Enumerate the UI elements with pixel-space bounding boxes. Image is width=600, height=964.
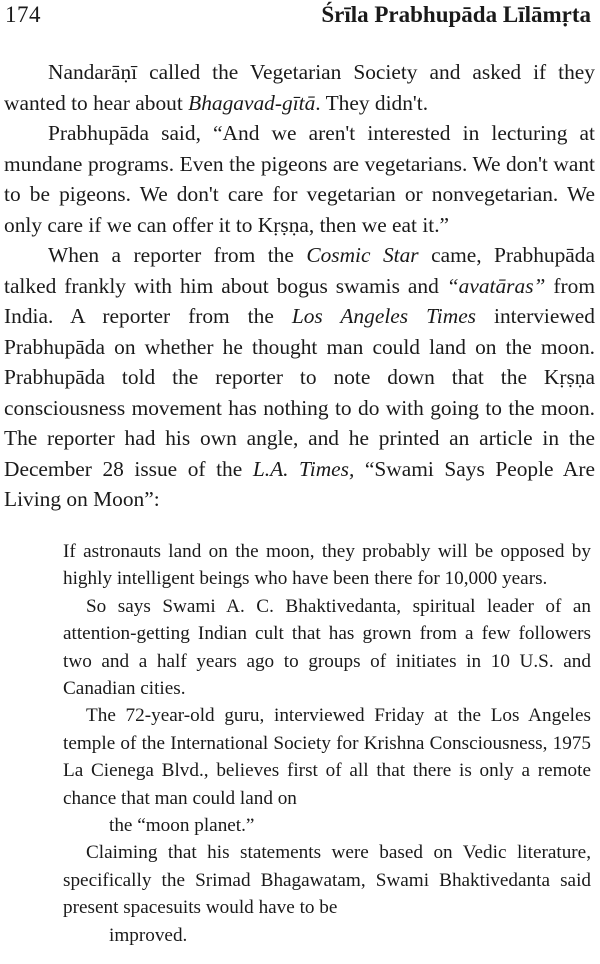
text-run: interviewed Prabhupāda on whether he thought man could land on the moon. Prabhupāda told the reporter to note down that the Kṛṣṇa consciousness movement has nothing to do with going to the moon. The reporter had his own angle, and he printed an article in the December 28 issue of the (4, 304, 595, 481)
page-number: 174 (5, 2, 41, 27)
term-italic: “avatāras” (446, 273, 546, 298)
title-italic: Bhagavad-gītā (188, 90, 316, 115)
quote-first-line: If astronauts land on the moon, they probably will be (63, 541, 494, 562)
quote-first-line: The 72-year-old guru, interviewed Friday at the Los (86, 705, 520, 727)
running-head: Śrīla Prabhupāda Līlāmṛta (321, 2, 591, 27)
paragraph (4, 118, 595, 240)
block-quote (63, 538, 591, 949)
text-run: . They didn't. (315, 90, 429, 115)
title-italic: Los Angeles Times (291, 304, 477, 328)
quote-hanging-line: the “moon planet.” (109, 815, 255, 837)
title-italic: Cosmic Star (306, 243, 419, 267)
quote-text: literature, specifically the Srimad Bhagawatam, Swami Bhaktivedanta said present spacesuits would have to be (63, 842, 591, 919)
quote-paragraph (63, 538, 591, 593)
quote-paragraph (63, 702, 591, 839)
title-italic: L.A. Times, (252, 456, 355, 481)
quote-first-line: Claiming that his statements were based on Vedic (86, 842, 507, 864)
paragraph (4, 240, 595, 515)
paragraph (4, 57, 595, 118)
body-text (4, 57, 595, 515)
text-run: “Swami Says People Are Living on Moon”: (4, 456, 596, 511)
page-header (0, 0, 600, 40)
quote-first-line: So says Swami A. C. Bhaktivedanta, spiritual leader (86, 595, 534, 617)
text-run: Prabhupāda said, “And we aren't interested in lecturing at mundane programs. Even the pigeons are vegetarians. We don't want to be pigeons. We don't care for vegetarian or nonvegetarian. We only care if we can offer it to Kṛṣṇa, then we eat it.” (4, 121, 595, 237)
quote-hanging-line: improved. (109, 924, 188, 946)
quote-paragraph (63, 593, 591, 703)
quote-text: opposed by highly intelligent beings who have been there for 10,000 years. (63, 541, 591, 590)
text-run: Nandarāṇī called the Vegetarian Society and asked if they wanted to hear about (4, 60, 595, 115)
quote-paragraph (63, 839, 591, 949)
text-run: When a reporter from the (48, 243, 307, 267)
quote-text: of an attention-getting Indian cult that has grown from a few followers two and a half years ago to groups of initiates in 10 U.S. and Canadian cities. (63, 595, 592, 700)
quote-text: Angeles temple of the International Society for Krishna Consciousness, 1975 La Cienega Blvd., believes first of all that there is only a remote chance that man could land on (63, 705, 591, 809)
text-run: from India. A reporter from the (4, 273, 595, 328)
text-run: came, Prabhupāda talked frankly with him about bogus swamis and (4, 243, 595, 298)
